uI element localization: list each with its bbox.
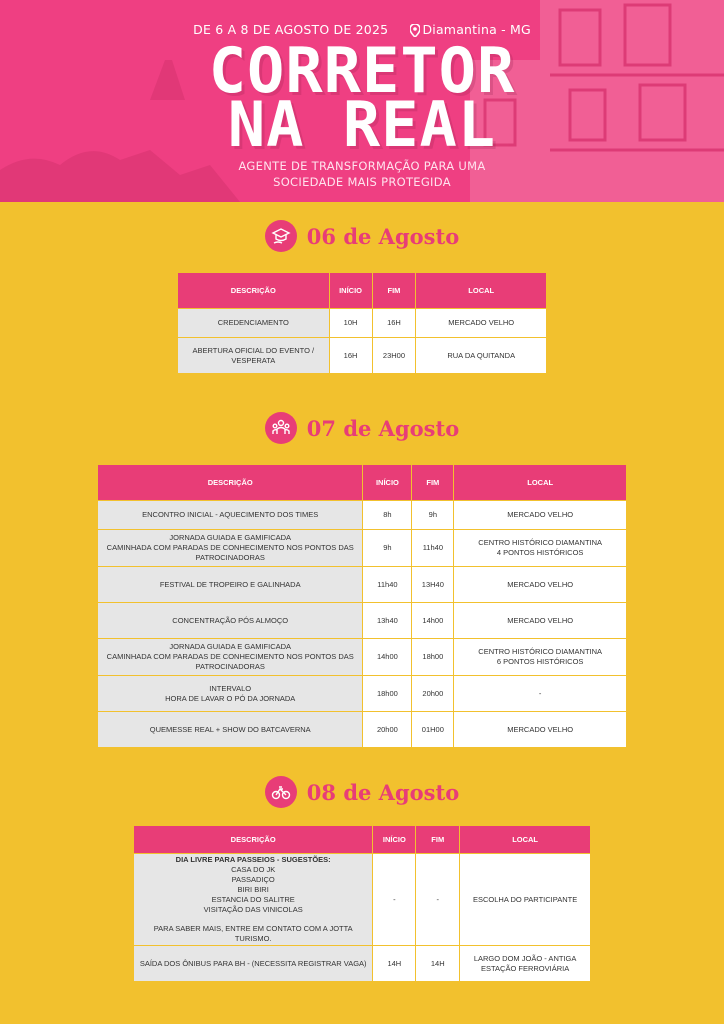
table-row — [98, 603, 627, 639]
spacer — [138, 915, 368, 924]
desc-line: JORNADA GUIADA E GAMIFICADA — [169, 533, 292, 542]
event-dates: DE 6 A 8 DE AGOSTO DE 2025 — [193, 22, 389, 37]
row-end: 01H00 — [412, 712, 454, 748]
suggestion-item: BIRI BIRI — [237, 885, 269, 894]
day3-header — [0, 776, 724, 808]
col-location: LOCAL — [416, 273, 547, 309]
tagline-line2: SOCIEDADE MAIS PROTEGIDA — [273, 175, 451, 189]
event-tagline — [0, 158, 724, 190]
contact-note: PARA SABER MAIS, ENTRE EM CONTATO COM A JOTTA TURISMO. — [153, 924, 353, 943]
logo-title-line1: CORRETOR — [208, 34, 516, 107]
row-location — [454, 530, 627, 567]
table-row — [134, 854, 591, 946]
event-location-text: Diamantina - MG — [422, 22, 531, 37]
row-end: 23H00 — [372, 338, 416, 374]
col-location: LOCAL — [454, 465, 627, 501]
row-description — [98, 676, 363, 712]
desc-line: ABERTURA OFICIAL DO EVENTO / — [192, 345, 315, 355]
location-line: 4 PONTOS HISTÓRICOS — [496, 548, 584, 557]
row-end: 16H — [372, 309, 416, 338]
row-location: ESCOLHA DO PARTICIPANTE — [460, 854, 591, 946]
desc-line: JORNADA GUIADA E GAMIFICADA — [169, 642, 292, 651]
row-location: MERCADO VELHO — [416, 309, 547, 338]
location-line: LARGO DOM JOÃO - ANTIGA — [473, 953, 577, 963]
desc-line: PATROCINADORAS — [195, 662, 265, 671]
row-description: CREDENCIAMENTO — [178, 309, 330, 338]
row-description: SAÍDA DOS ÔNIBUS PARA BH - (NECESSITA REGISTRAR VAGA) — [134, 946, 373, 982]
table-row — [178, 309, 547, 338]
location-line: ESTAÇÃO FERROVIÁRIA — [481, 963, 570, 973]
row-location: MERCADO VELHO — [454, 603, 627, 639]
mortarboard-hand-icon — [265, 220, 297, 252]
row-end: 14H — [416, 946, 460, 982]
col-end: FIM — [412, 465, 454, 501]
row-description — [98, 530, 363, 567]
day3-title: 08 de Agosto — [306, 779, 460, 805]
row-location: - — [454, 676, 627, 712]
table-header-row — [134, 826, 591, 854]
table-header-row — [98, 465, 627, 501]
day1-schedule-table — [177, 272, 547, 374]
table-row — [178, 338, 547, 374]
row-description — [178, 338, 330, 374]
row-location: MERCADO VELHO — [454, 712, 627, 748]
table-header-row — [178, 273, 547, 309]
row-description: QUEMESSE REAL + SHOW DO BATCAVERNA — [98, 712, 363, 748]
col-description: DESCRIÇÃO — [134, 826, 373, 854]
tagline-line1: AGENTE DE TRANSFORMAÇÃO PARA UMA — [238, 159, 486, 173]
col-location: LOCAL — [460, 826, 591, 854]
row-start: 20h00 — [363, 712, 412, 748]
col-end: FIM — [416, 826, 460, 854]
logo-title-line2: NA REAL — [227, 88, 497, 161]
table-row — [98, 567, 627, 603]
row-description: FESTIVAL DE TROPEIRO E GALINHADA — [98, 567, 363, 603]
event-banner — [0, 0, 724, 202]
day2-header — [0, 412, 724, 444]
row-location: MERCADO VELHO — [454, 567, 627, 603]
row-start: 13h40 — [363, 603, 412, 639]
location-line: 6 PONTOS HISTÓRICOS — [496, 657, 584, 666]
row-end: 13H40 — [412, 567, 454, 603]
row-end: 18h00 — [412, 639, 454, 676]
table-row — [98, 712, 627, 748]
row-location: MERCADO VELHO — [454, 501, 627, 530]
desc-line: VESPERATA — [231, 355, 276, 365]
location-line: CENTRO HISTÓRICO DIAMANTINA — [478, 647, 603, 656]
row-start: 14H — [373, 946, 416, 982]
row-description: CONCENTRAÇÃO PÓS ALMOÇO — [98, 603, 363, 639]
location-line: CENTRO HISTÓRICO DIAMANTINA — [478, 538, 603, 547]
row-end: - — [416, 854, 460, 946]
row-start: 18h00 — [363, 676, 412, 712]
col-description: DESCRIÇÃO — [178, 273, 330, 309]
row-start: - — [373, 854, 416, 946]
suggestion-item: VISITAÇÃO DAS VINICOLAS — [203, 905, 303, 914]
suggestion-item: ESTANCIA DO SALITRE — [211, 895, 295, 904]
table-row — [98, 530, 627, 567]
suggestion-item: PASSADIÇO — [231, 875, 275, 884]
row-description — [98, 639, 363, 676]
desc-line: INTERVALO — [209, 683, 252, 693]
col-start: INÍCIO — [373, 826, 416, 854]
row-start: 9h — [363, 530, 412, 567]
row-start: 8h — [363, 501, 412, 530]
table-row — [134, 946, 591, 982]
col-end: FIM — [372, 273, 416, 309]
row-end: 11h40 — [412, 530, 454, 567]
table-row — [98, 676, 627, 712]
row-description: ENCONTRO INICIAL - AQUECIMENTO DOS TIMES — [98, 501, 363, 530]
row-start: 10H — [329, 309, 372, 338]
desc-line: PATROCINADORAS — [195, 553, 265, 562]
desc-line: CAMINHADA COM PARADAS DE CONHECIMENTO NOS PONTOS DAS — [106, 652, 354, 661]
table-row — [98, 501, 627, 530]
col-start: INÍCIO — [329, 273, 372, 309]
row-description — [134, 854, 373, 946]
row-end: 20h00 — [412, 676, 454, 712]
row-location — [460, 946, 591, 982]
row-location — [454, 639, 627, 676]
people-group-icon — [265, 412, 297, 444]
row-location: RUA DA QUITANDA — [416, 338, 547, 374]
row-end: 14h00 — [412, 603, 454, 639]
row-start: 16H — [329, 338, 372, 374]
table-row — [98, 639, 627, 676]
row-start: 14h00 — [363, 639, 412, 676]
desc-line: HORA DE LAVAR O PÓ DA JORNADA — [165, 693, 296, 703]
day2-title: 07 de Agosto — [306, 415, 460, 441]
day1-header — [0, 220, 724, 252]
bicycle-icon — [265, 776, 297, 808]
day2-schedule-table — [97, 464, 627, 748]
col-description: DESCRIÇÃO — [98, 465, 363, 501]
col-start: INÍCIO — [363, 465, 412, 501]
free-day-title: DIA LIVRE PARA PASSEIOS - SUGESTÕES: — [175, 855, 331, 864]
suggestion-item: CASA DO JK — [231, 865, 276, 874]
day1-title: 06 de Agosto — [306, 223, 460, 249]
row-start: 11h40 — [363, 567, 412, 603]
desc-line: CAMINHADA COM PARADAS DE CONHECIMENTO NOS PONTOS DAS — [106, 543, 354, 552]
row-end: 9h — [412, 501, 454, 530]
day3-schedule-table — [133, 825, 591, 982]
